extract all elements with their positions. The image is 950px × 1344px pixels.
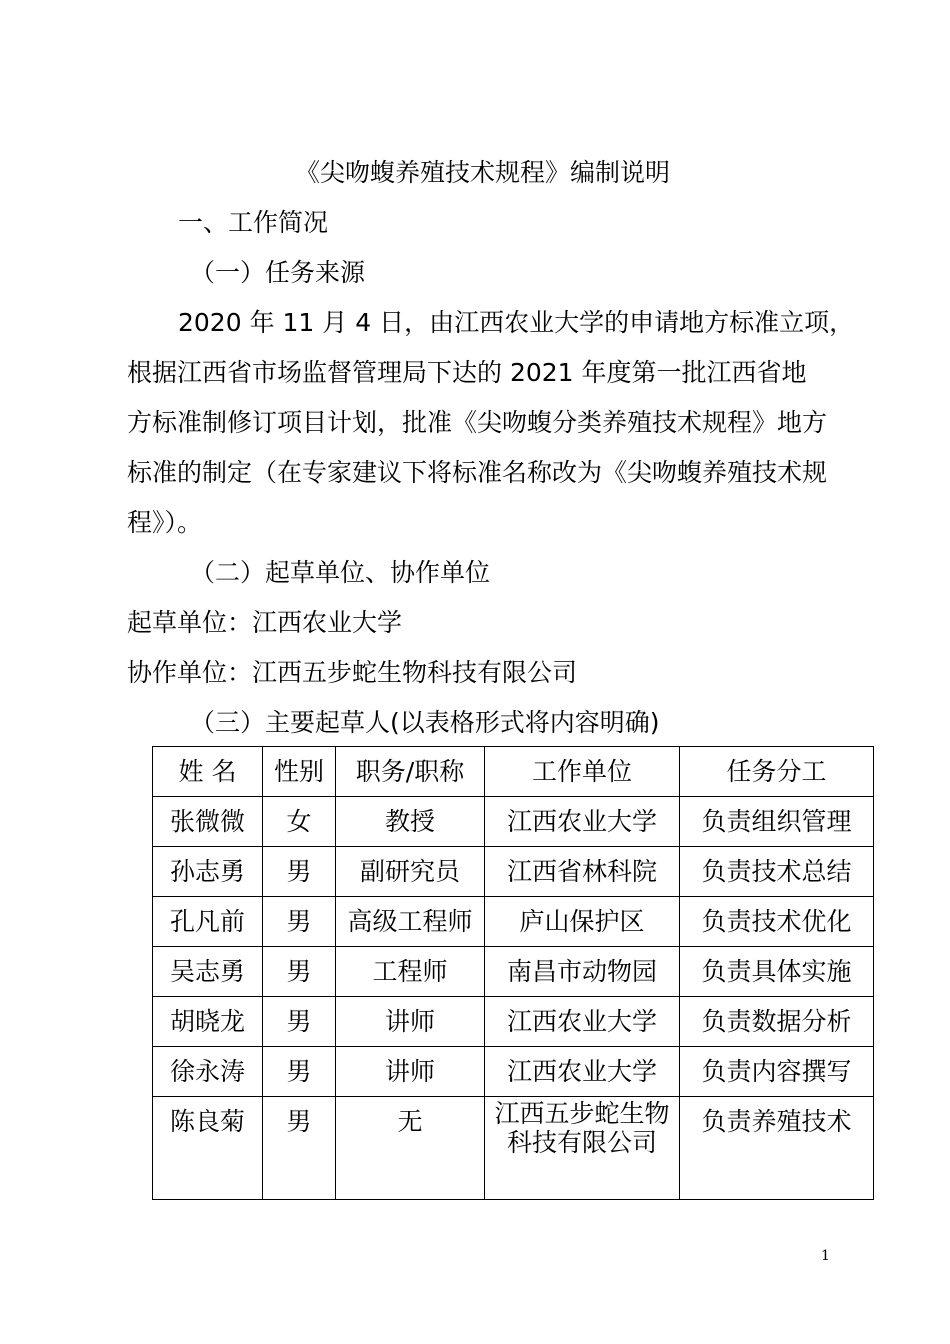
paragraph-line: 2020 年 11 月 4 日，由江西农业大学的申请地方标准立项， <box>178 308 855 337</box>
cell-unit: 江西五步蛇生物科技有限公司 <box>485 1097 680 1200</box>
cell-task: 负责数据分析 <box>680 997 874 1047</box>
cell-title: 副研究员 <box>336 847 485 897</box>
cell-gender: 男 <box>263 1097 336 1200</box>
header-title: 职务/职称 <box>336 747 485 797</box>
cell-title: 无 <box>336 1097 485 1200</box>
header-gender: 性别 <box>263 747 336 797</box>
task-source-paragraph <box>127 308 855 558</box>
cell-name: 张微微 <box>153 797 263 847</box>
subheading-main-drafters: （三）主要起草人(以表格形式将内容明确) <box>190 708 660 737</box>
cell-task: 负责养殖技术 <box>680 1097 874 1200</box>
cell-unit: 江西农业大学 <box>485 997 680 1047</box>
header-name: 姓 名 <box>153 747 263 797</box>
cell-task: 负责技术优化 <box>680 897 874 947</box>
cell-gender: 男 <box>263 947 336 997</box>
cell-unit: 江西农业大学 <box>485 1047 680 1097</box>
cell-gender: 男 <box>263 847 336 897</box>
drafters-table <box>152 746 874 1200</box>
paragraph-line: 根据江西省市场监督管理局下达的 2021 年度第一批江西省地 <box>127 358 807 387</box>
header-unit: 工作单位 <box>485 747 680 797</box>
cell-name: 吴志勇 <box>153 947 263 997</box>
cell-task: 负责内容撰写 <box>680 1047 874 1097</box>
drafting-unit-line: 起草单位：江西农业大学 <box>127 608 403 637</box>
cell-name: 孔凡前 <box>153 897 263 947</box>
table-row <box>153 897 874 947</box>
subheading-units: （二）起草单位、协作单位 <box>190 558 491 587</box>
paragraph-line: 标准的制定（在专家建议下将标准名称改为《尖吻蝮养殖技术规 <box>127 458 828 487</box>
cell-title: 高级工程师 <box>336 897 485 947</box>
document-title: 《尖吻蝮养殖技术规程》编制说明 <box>294 158 670 187</box>
table-row <box>153 947 874 997</box>
cell-title: 教授 <box>336 797 485 847</box>
cell-title: 工程师 <box>336 947 485 997</box>
cell-task: 负责技术总结 <box>680 847 874 897</box>
cell-name: 徐永涛 <box>153 1047 263 1097</box>
cell-name: 陈良菊 <box>153 1097 263 1200</box>
cell-gender: 男 <box>263 997 336 1047</box>
paragraph-line: 程》）。 <box>127 508 203 537</box>
header-task: 任务分工 <box>680 747 874 797</box>
cell-unit: 南昌市动物园 <box>485 947 680 997</box>
page-number: 1 <box>821 1248 830 1264</box>
paragraph-line: 方标准制修订项目计划，批准《尖吻蝮分类养殖技术规程》地方 <box>127 408 828 437</box>
cell-gender: 女 <box>263 797 336 847</box>
cell-unit: 江西农业大学 <box>485 797 680 847</box>
cell-gender: 男 <box>263 897 336 947</box>
cell-unit: 江西省林科院 <box>485 847 680 897</box>
section-heading-work-overview: 一、工作简况 <box>178 208 329 237</box>
cell-name: 胡晓龙 <box>153 997 263 1047</box>
cell-task: 负责组织管理 <box>680 797 874 847</box>
subheading-task-source: （一）任务来源 <box>190 258 366 287</box>
table-header-row <box>153 747 874 797</box>
cell-name: 孙志勇 <box>153 847 263 897</box>
cell-title: 讲师 <box>336 997 485 1047</box>
cell-task: 负责具体实施 <box>680 947 874 997</box>
cooperating-unit-line: 协作单位：江西五步蛇生物科技有限公司 <box>127 658 578 687</box>
table-row <box>153 997 874 1047</box>
cell-unit: 庐山保护区 <box>485 897 680 947</box>
table-row <box>153 847 874 897</box>
cell-gender: 男 <box>263 1047 336 1097</box>
table-row <box>153 1097 874 1200</box>
table-row <box>153 1047 874 1097</box>
table-row <box>153 797 874 847</box>
cell-title: 讲师 <box>336 1047 485 1097</box>
